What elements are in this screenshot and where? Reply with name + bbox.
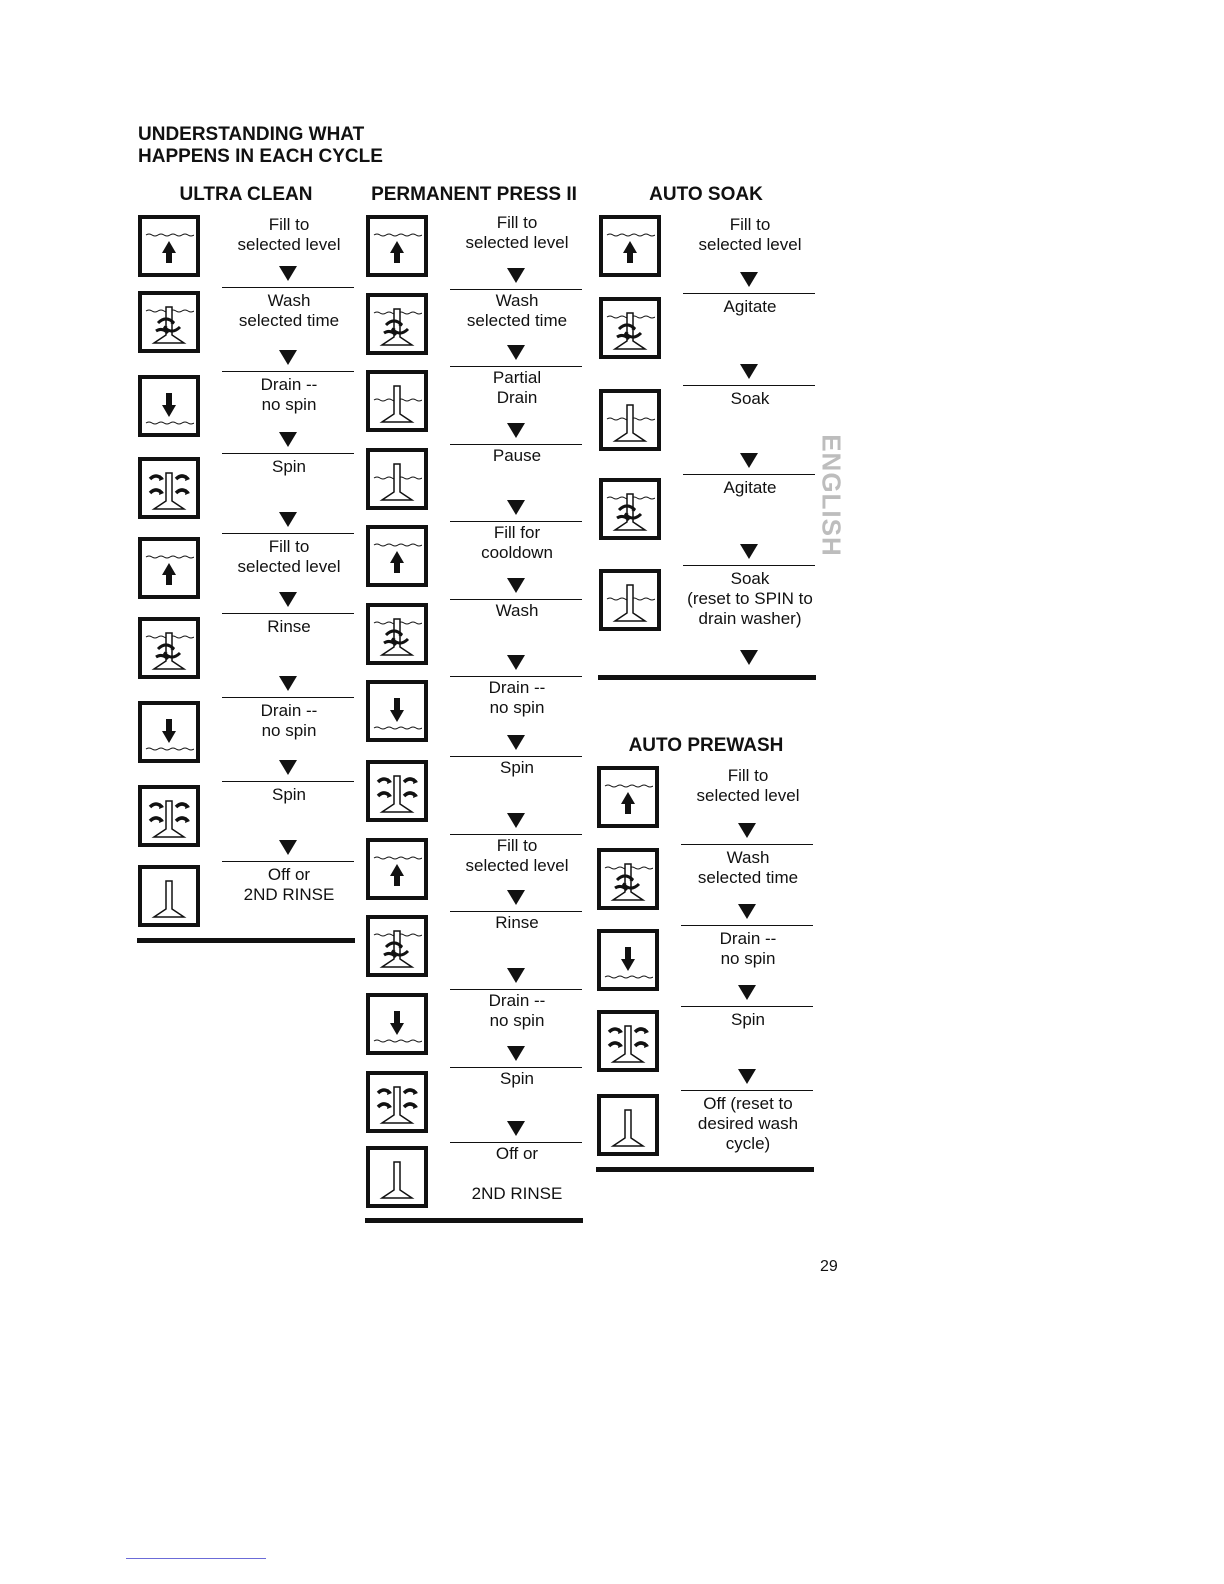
step-divider bbox=[450, 756, 582, 757]
cycle-step bbox=[597, 848, 815, 929]
down-arrow-icon bbox=[738, 985, 756, 1000]
step-divider bbox=[450, 911, 582, 912]
step-label: Wash bbox=[495, 601, 539, 620]
down-arrow-icon bbox=[279, 760, 297, 775]
cycle-step bbox=[138, 375, 356, 457]
wash-icon bbox=[599, 297, 661, 359]
step-divider bbox=[450, 599, 582, 600]
down-arrow-icon bbox=[507, 655, 525, 670]
down-arrow-icon bbox=[740, 453, 758, 468]
step-label: Fill to selected level bbox=[237, 215, 341, 254]
step-divider bbox=[222, 697, 354, 698]
cycle-step bbox=[366, 915, 584, 993]
pause-icon bbox=[366, 370, 428, 432]
step-divider bbox=[681, 1090, 813, 1091]
step-divider bbox=[222, 287, 354, 288]
step-label: Spin bbox=[499, 1069, 535, 1088]
step-divider bbox=[450, 1067, 582, 1068]
down-arrow-icon bbox=[738, 1069, 756, 1084]
down-arrow-icon bbox=[507, 268, 525, 283]
step-divider bbox=[222, 613, 354, 614]
step-label: Fill to selected level bbox=[698, 215, 802, 254]
down-arrow-icon bbox=[279, 592, 297, 607]
down-arrow-icon bbox=[279, 840, 297, 855]
step-label: Off or 2ND RINSE bbox=[243, 865, 335, 904]
drain-icon bbox=[366, 993, 428, 1055]
down-arrow-icon bbox=[279, 512, 297, 527]
cycle-step bbox=[366, 993, 584, 1071]
wash-icon bbox=[138, 617, 200, 679]
down-arrow-icon bbox=[507, 813, 525, 828]
cycle-step bbox=[597, 929, 815, 1010]
step-label: Drain -- no spin bbox=[260, 375, 318, 414]
step-divider bbox=[450, 989, 582, 990]
cycle-step bbox=[366, 1146, 584, 1218]
spin-icon bbox=[597, 1010, 659, 1072]
step-label: Drain -- no spin bbox=[488, 991, 546, 1030]
step-divider bbox=[222, 453, 354, 454]
wash-icon bbox=[366, 603, 428, 665]
cycle-step bbox=[366, 370, 584, 448]
cycle-step bbox=[138, 537, 356, 617]
spin-icon bbox=[366, 760, 428, 822]
step-divider bbox=[222, 371, 354, 372]
down-arrow-icon bbox=[740, 650, 758, 665]
step-divider bbox=[450, 676, 582, 677]
step-divider bbox=[222, 861, 354, 862]
pause-icon bbox=[366, 448, 428, 510]
down-arrow-icon bbox=[740, 544, 758, 559]
heading-line-1: UNDERSTANDING WHAT bbox=[138, 124, 365, 145]
step-label: Rinse bbox=[267, 617, 311, 636]
down-arrow-icon bbox=[279, 350, 297, 365]
page-heading bbox=[138, 124, 383, 168]
down-arrow-icon bbox=[507, 578, 525, 593]
fill-icon bbox=[366, 838, 428, 900]
footer-rule bbox=[126, 1558, 266, 1559]
drain-icon bbox=[138, 375, 200, 437]
down-arrow-icon bbox=[507, 500, 525, 515]
step-label: Spin bbox=[271, 457, 307, 476]
cycle-step bbox=[138, 617, 356, 701]
step-label: Off (reset to desired wash cycle) bbox=[697, 1094, 799, 1153]
cycle-step bbox=[366, 838, 584, 915]
cycle-step bbox=[599, 569, 817, 675]
cycle-step bbox=[366, 215, 584, 293]
step-divider bbox=[683, 474, 815, 475]
step-label: Spin bbox=[499, 758, 535, 777]
step-divider bbox=[681, 1006, 813, 1007]
language-side-tab bbox=[816, 408, 848, 586]
cycle-step bbox=[599, 478, 817, 569]
down-arrow-icon bbox=[738, 904, 756, 919]
step-divider bbox=[683, 385, 815, 386]
step-divider bbox=[681, 925, 813, 926]
step-divider bbox=[450, 834, 582, 835]
step-divider bbox=[450, 444, 582, 445]
down-arrow-icon bbox=[507, 423, 525, 438]
step-label: Fill to selected level bbox=[237, 537, 341, 576]
cycle-step bbox=[138, 865, 356, 938]
down-arrow-icon bbox=[507, 1121, 525, 1136]
spin-icon bbox=[366, 1071, 428, 1133]
fill-icon bbox=[138, 215, 200, 277]
step-label: Drain -- no spin bbox=[260, 701, 318, 740]
step-label: Wash selected time bbox=[466, 291, 568, 330]
column-title-auto-prewash: AUTO PREWASH bbox=[628, 735, 784, 756]
down-arrow-icon bbox=[279, 676, 297, 691]
drain-icon bbox=[366, 680, 428, 742]
down-arrow-icon bbox=[507, 1046, 525, 1061]
wash-icon bbox=[599, 478, 661, 540]
column-end-bar bbox=[365, 1218, 583, 1223]
step-divider bbox=[683, 293, 815, 294]
down-arrow-icon bbox=[740, 272, 758, 287]
step-label: Drain -- no spin bbox=[719, 929, 777, 968]
step-label: Spin bbox=[730, 1010, 766, 1029]
column-title-auto-soak: AUTO SOAK bbox=[649, 184, 763, 205]
step-label: Soak (reset to SPIN to drain washer) bbox=[687, 569, 813, 628]
down-arrow-icon bbox=[279, 266, 297, 281]
cycle-step bbox=[138, 457, 356, 537]
column-end-bar bbox=[137, 938, 355, 943]
step-divider bbox=[222, 781, 354, 782]
down-arrow-icon bbox=[279, 432, 297, 447]
fill-icon bbox=[599, 215, 661, 277]
step-label: Soak bbox=[730, 389, 770, 408]
step-label: Agitate bbox=[723, 478, 777, 497]
off-icon bbox=[138, 865, 200, 927]
step-label: Agitate bbox=[723, 297, 777, 316]
step-label: Fill to selected level bbox=[465, 836, 569, 875]
side-tab-label: ENGLISH bbox=[816, 434, 847, 557]
cycle-step bbox=[366, 525, 584, 603]
column-end-bar bbox=[598, 675, 816, 680]
step-divider bbox=[450, 289, 582, 290]
off-icon bbox=[597, 1094, 659, 1156]
step-divider bbox=[450, 366, 582, 367]
down-arrow-icon bbox=[740, 364, 758, 379]
cycle-step bbox=[599, 389, 817, 478]
fill-icon bbox=[597, 766, 659, 828]
fill-icon bbox=[366, 525, 428, 587]
wash-icon bbox=[366, 915, 428, 977]
step-label: Pause bbox=[492, 446, 542, 465]
step-label: Wash selected time bbox=[238, 291, 340, 330]
step-divider bbox=[222, 533, 354, 534]
cycle-step bbox=[597, 1094, 815, 1167]
step-label: Off or 2ND RINSE bbox=[471, 1144, 563, 1203]
cycle-step bbox=[599, 297, 817, 389]
down-arrow-icon bbox=[507, 735, 525, 750]
page-number: 29 bbox=[820, 1258, 838, 1275]
down-arrow-icon bbox=[507, 890, 525, 905]
pause-icon bbox=[599, 569, 661, 631]
cycle-step bbox=[366, 448, 584, 525]
step-divider bbox=[450, 1142, 582, 1143]
column-title-permanent-press: PERMANENT PRESS II bbox=[371, 184, 577, 205]
step-label: Drain -- no spin bbox=[488, 678, 546, 717]
cycle-step bbox=[366, 680, 584, 760]
cycle-step bbox=[597, 766, 815, 848]
step-divider bbox=[450, 521, 582, 522]
spin-icon bbox=[138, 785, 200, 847]
off-icon bbox=[366, 1146, 428, 1208]
step-label: Wash selected time bbox=[697, 848, 799, 887]
step-label: Partial Drain bbox=[492, 368, 542, 407]
step-label: Fill to selected level bbox=[465, 213, 569, 252]
cycle-step bbox=[366, 293, 584, 370]
step-divider bbox=[681, 844, 813, 845]
cycle-step bbox=[597, 1010, 815, 1094]
pause-icon bbox=[599, 389, 661, 451]
wash-icon bbox=[138, 291, 200, 353]
down-arrow-icon bbox=[507, 968, 525, 983]
wash-icon bbox=[597, 848, 659, 910]
cycle-step bbox=[366, 603, 584, 680]
spin-icon bbox=[138, 457, 200, 519]
step-label: Rinse bbox=[495, 913, 539, 932]
cycle-step bbox=[138, 215, 356, 291]
drain-icon bbox=[138, 701, 200, 763]
cycle-step bbox=[599, 215, 817, 297]
step-divider bbox=[683, 565, 815, 566]
down-arrow-icon bbox=[507, 345, 525, 360]
step-label: Fill for cooldown bbox=[481, 523, 553, 562]
fill-icon bbox=[138, 537, 200, 599]
cycle-step bbox=[366, 1071, 584, 1146]
heading-line-2: HAPPENS IN EACH CYCLE bbox=[138, 146, 383, 167]
column-end-bar bbox=[596, 1167, 814, 1172]
fill-icon bbox=[366, 215, 428, 277]
step-label: Fill to selected level bbox=[696, 766, 800, 805]
cycle-step bbox=[138, 701, 356, 785]
cycle-step bbox=[138, 291, 356, 375]
step-label: Spin bbox=[271, 785, 307, 804]
cycle-step bbox=[366, 760, 584, 838]
cycle-step bbox=[138, 785, 356, 865]
wash-icon bbox=[366, 293, 428, 355]
drain-icon bbox=[597, 929, 659, 991]
down-arrow-icon bbox=[738, 823, 756, 838]
column-title-ultra-clean: ULTRA CLEAN bbox=[179, 184, 313, 205]
